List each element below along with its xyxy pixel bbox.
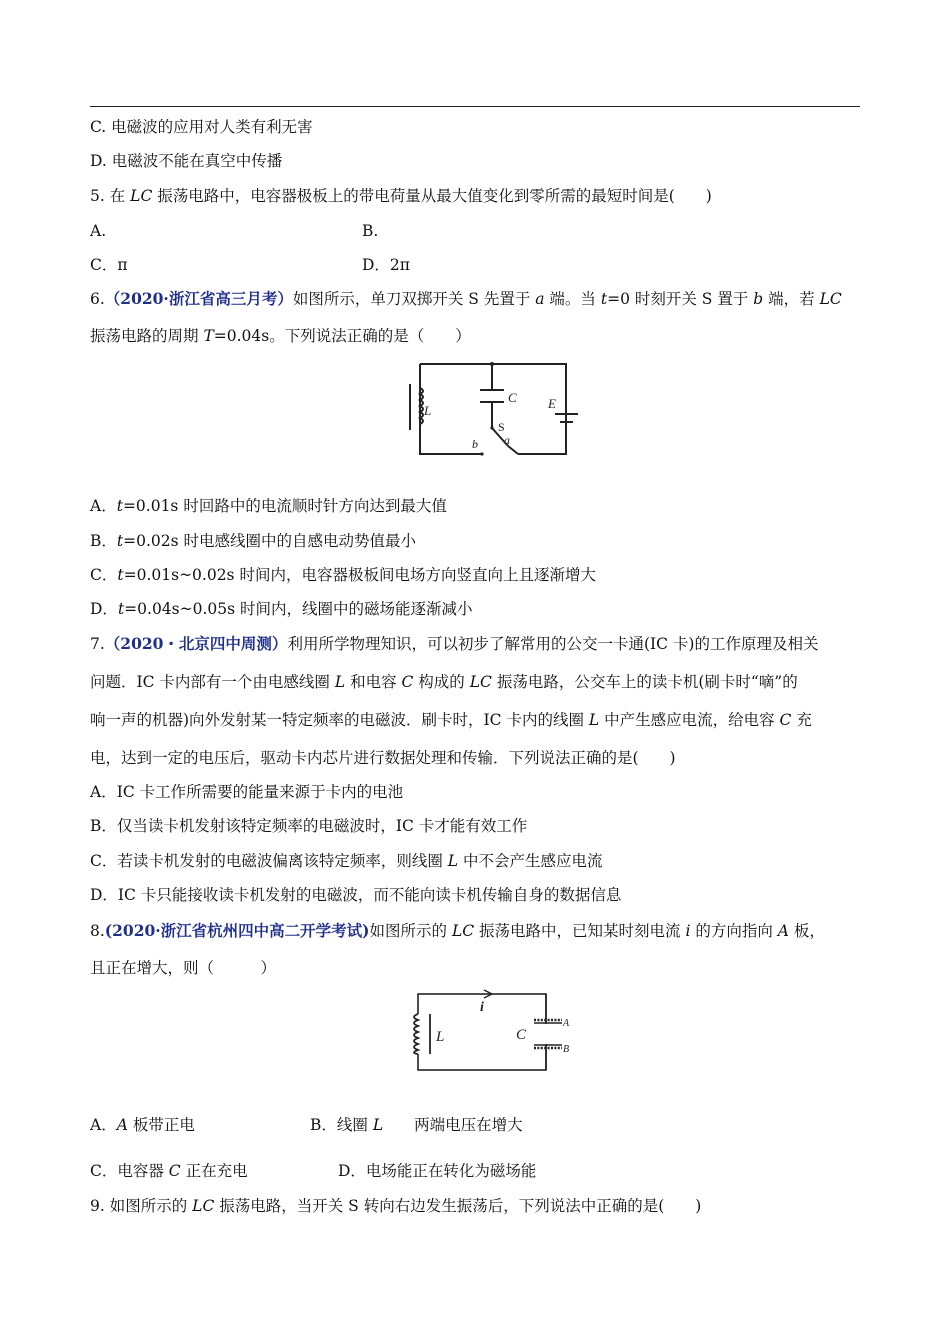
q6-stem-line1: 6.（2020·浙江省高三月考）如图所示，单刀双掷开关 S 先置于 a 端。当 t=0 时刻开关 S 置于 b 端，若 LC — [90, 289, 842, 308]
q9-stem: 9. 如图所示的 LC 振荡电路，当开关 S 转向右边发生振荡后，下列说法中正确的是( ) — [90, 1197, 702, 1215]
q5-option-d: D．2π — [362, 256, 410, 274]
q7-option-a: A．IC 卡工作所需要的能量来源于卡内的电池 — [90, 783, 404, 801]
q6-fig-label-E: E — [548, 396, 556, 411]
q8-option-d: D．电场能正在转化为磁场能 — [338, 1162, 537, 1180]
q6-fig-label-L: L — [424, 403, 432, 418]
q7-option-b: B．仅当读卡机发射该特定频率的电磁波时，IC 卡才能有效工作 — [90, 817, 528, 835]
q6-fig-label-S: S — [498, 420, 505, 434]
q7-stem-line4: 电，达到一定的电压后，驱动卡内芯片进行数据处理和传输．下列说法正确的是( ) — [90, 749, 676, 767]
q8-fig-label-A: A — [563, 1018, 570, 1029]
q7-option-d: D．IC 卡只能接收读卡机发射的电磁波，而不能向读卡机传输自身的数据信息 — [90, 886, 622, 904]
q8-stem-line1: 8.(2020·浙江省杭州四中高二开学考试)如图所示的 LC 振荡电路中，已知某时刻电流 i 的方向指向 A 板， — [90, 921, 825, 940]
q6-source: （2020·浙江省高三月考） — [104, 289, 293, 308]
q6-option-c: C．t=0.01s~0.02s 时间内，电容器极板间电场方向竖直向上且逐渐增大 — [90, 566, 596, 584]
q5-stem: 5. 在 LC 振荡电路中，电容器极板上的带电荷量从最大值变化到零所需的最短时间是( ) — [90, 187, 712, 205]
q8-option-c: C．电容器 C 正在充电 — [90, 1162, 248, 1180]
q5-option-b: B. — [362, 222, 379, 240]
q7-source: （2020・北京四中周测） — [104, 634, 288, 653]
q4-option-d: D. 电磁波不能在真空中传播 — [90, 152, 283, 170]
q6-option-d: D．t=0.04s~0.05s 时间内，线圈中的磁场能逐渐减小 — [90, 600, 473, 618]
q8-fig-label-B: B — [563, 1044, 570, 1055]
q4-option-c: C. 电磁波的应用对人类有利无害 — [90, 118, 313, 136]
q7-stem-line3: 响一声的机器)向外发射某一特定频率的电磁波．刷卡时，IC 卡内的线圈 L 中产生感应电流，给电容 C 充 — [90, 711, 812, 729]
q6-option-b: B．t=0.02s 时电感线圈中的自感电动势值最小 — [90, 532, 417, 550]
q8-option-a: A．A 板带正电 — [90, 1116, 195, 1134]
q6-fig-label-b: b — [472, 437, 478, 451]
q6-stem-line2: 振荡电路的周期 T=0.04s。下列说法正确的是（ ） — [90, 327, 471, 345]
q8-stem-line2: 且正在增大，则（ ） — [90, 959, 277, 977]
q6-fig-label-C: C — [508, 390, 517, 405]
q5-option-a: A. — [90, 222, 107, 240]
q7-stem-line1: 7.（2020・北京四中周测）利用所学物理知识，可以初步了解常用的公交一卡通(IC 卡)的工作原理及相关 — [90, 634, 819, 653]
q7-option-c: C．若读卡机发射的电磁波偏离该特定频率，则线圈 L 中不会产生感应电流 — [90, 852, 603, 870]
q6-circuit-figure — [400, 356, 590, 460]
q8-fig-label-L: L — [436, 1029, 445, 1045]
q8-fig-label-i: i — [480, 1000, 484, 1015]
q8-option-b: B．线圈 L 两端电压在增大 — [310, 1116, 523, 1134]
q5-option-c: C．π — [90, 256, 128, 274]
q8-source: (2020·浙江省杭州四中高二开学考试) — [104, 921, 370, 940]
q7-stem-line2: 问题．IC 卡内部有一个由电感线圈 L 和电容 C 构成的 LC 振荡电路，公交车上的读卡机(刷卡时“嘀”的 — [90, 673, 798, 691]
q8-circuit-figure — [400, 986, 590, 1076]
header-rule — [90, 106, 860, 107]
q6-option-a: A．t=0.01s 时回路中的电流顺时针方向达到最大值 — [90, 497, 447, 515]
q6-fig-label-a: a — [504, 433, 510, 447]
q8-fig-label-C: C — [516, 1027, 527, 1043]
